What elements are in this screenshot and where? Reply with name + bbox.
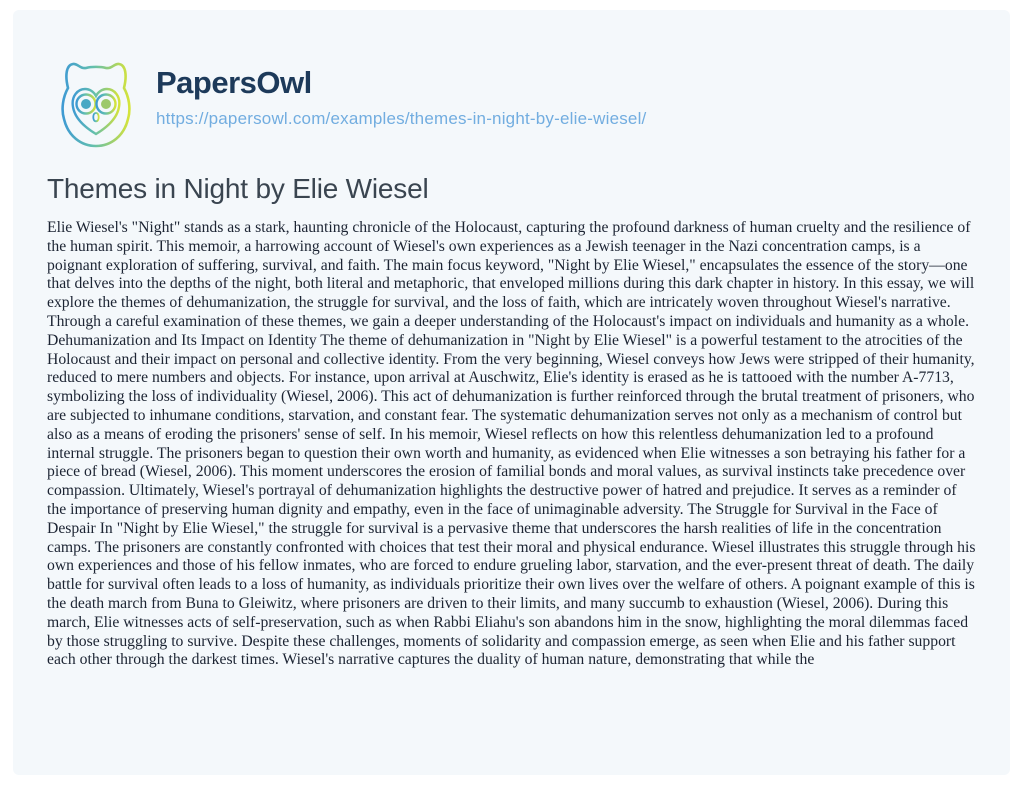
page-card — [13, 10, 1010, 775]
brand-name: PapersOwl — [156, 65, 312, 100]
brand-block — [156, 54, 646, 129]
site-header — [44, 54, 646, 158]
papersowl-logo — [44, 54, 148, 158]
owl-outline-icon — [44, 54, 148, 158]
source-url-link[interactable]: https://papersowl.com/examples/themes-in-night-by-elie-wiesel/ — [156, 109, 647, 129]
essay-title: Themes in Night by Elie Wiesel — [47, 173, 429, 204]
essay-body-text: Elie Wiesel's "Night" stands as a stark, haunting chronicle of the Holocaust, capturing the profound darkness of human cruelty and the resilience of the human spirit. This memoir, a harrowing account of Wiesel's own experiences as a Jewish teenager in the Nazi concentration camps, is a poignant exploration of suffering, survival, and faith. The main focus keyword, "Night by Elie Wiesel," encapsulates the essence of the story—one that delves into the depths of the night, both literal and metaphoric, that enveloped millions during this dark chapter in history. In this essay, we will explore the themes of dehumanization, the struggle for survival, and the loss of faith, which are intricately woven throughout Wiesel's narrative. Through a careful examination of these themes, we gain a deeper understanding of the Holocaust's impact on individuals and humanity as a whole. Dehumanization and Its Impact on Identity The theme of dehumanization in "Night by Elie Wiesel" is a powerful testament to the atrocities of the Holocaust and their impact on personal and collective identity. From the very beginning, Wiesel conveys how Jews were stripped of their humanity, reduced to mere numbers and objects. For instance, upon arrival at Auschwitz, Elie's identity is erased as he is tattooed with the number A-7713, symbolizing the loss of individuality (Wiesel, 2006). This act of dehumanization is further reinforced through the brutal treatment of prisoners, who are subjected to inhumane conditions, starvation, and constant fear. The systematic dehumanization serves not only as a mechanism of control but also as a means of eroding the prisoners' sense of self. In his memoir, Wiesel reflects on how this relentless dehumanization led to a profound internal struggle. The prisoners began to question their own worth and humanity, as evidenced when Elie witnesses a son betraying his father for a piece of bread (Wiesel, 2006). This moment underscores the erosion of familial bonds and moral values, as survival instincts take precedence over compassion. Ultimately, Wiesel's portrayal of dehumanization highlights the destructive power of hatred and prejudice. It serves as a reminder of the importance of preserving human dignity and empathy, even in the face of unimaginable adversity. The Struggle for Survival in the Face of Despair In "Night by Elie Wiesel," the struggle for survival is a pervasive theme that underscores the harsh realities of life in the concentration camps. The prisoners are constantly confronted with choices that test their moral and physical endurance. Wiesel illustrates this struggle through his own experiences and those of his fellow inmates, who are forced to endure grueling labor, starvation, and the ever-present threat of death. The daily battle for survival often leads to a loss of humanity, as individuals prioritize their own lives over the welfare of others. A poignant example of this is the death march from Buna to Gleiwitz, where prisoners are driven to their limits, and many succumb to exhaustion (Wiesel, 2006). During this march, Elie witnesses acts of self-preservation, such as when Rabbi Eliahu's son abandons him in the snow, highlighting the moral dilemmas faced by those struggling to survive. Despite these challenges, moments of solidarity and compassion emerge, as seen when Elie and his father support each other through the darkest times. Wiesel's narrative captures the duality of human nature, demonstrating that while the — [47, 219, 976, 669]
